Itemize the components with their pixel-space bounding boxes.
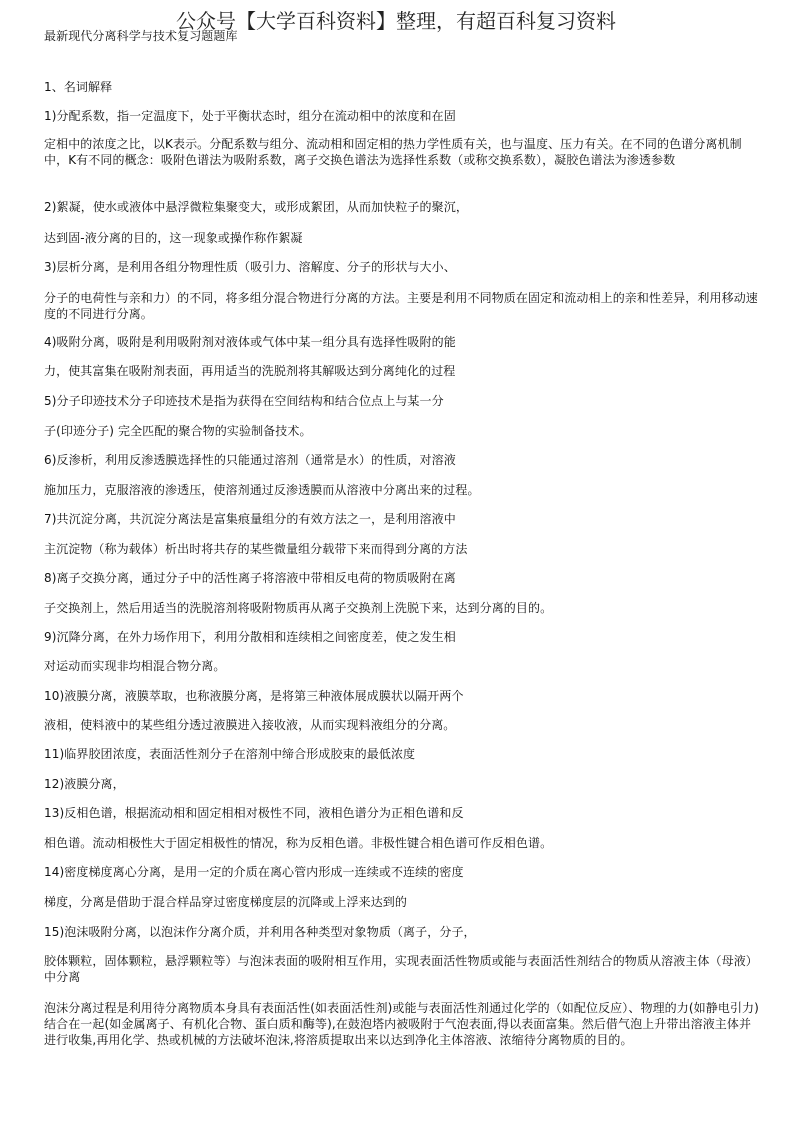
document-title: 最新现代分离科学与技术复习题题库 xyxy=(44,29,238,43)
paragraph: 2)絮凝，使水或液体中悬浮微粒集聚变大，或形成絮团，从而加快粒子的聚沉， xyxy=(44,200,468,214)
paragraph: 5)分子印迹技术分子印迹技术是指为获得在空间结构和结合位点上与某一分 xyxy=(44,394,444,408)
paragraph: 8)离子交换分离，通过分子中的活性离子将溶液中带相反电荷的物质吸附在离 xyxy=(44,571,456,585)
paragraph: 分子的电荷性与亲和力）的不同，将多组分混合物进行分离的方法。主要是利用不同物质在固定和流动相上的亲和性差异，利用移动速度的不同进行分离。 xyxy=(44,291,758,321)
paragraph: 7)共沉淀分离，共沉淀分离法是富集痕量组分的有效方法之一，是利用溶液中 xyxy=(44,512,456,526)
paragraph: 力，使其富集在吸附剂表面，再用适当的洗脱剂将其解吸达到分离纯化的过程 xyxy=(44,364,456,378)
paragraph: 梯度，分离是借助于混合样品穿过密度梯度层的沉降或上浮来达到的 xyxy=(44,895,408,909)
paragraph: 子(印迹分子) 完全匹配的聚合物的实验制备技术。 xyxy=(44,424,312,438)
paragraph: 达到固-液分离的目的，这一现象或操作称作絮凝 xyxy=(44,231,303,245)
paragraph: 13)反相色谱，根据流动相和固定相相对极性不同，液相色谱分为正相色谱和反 xyxy=(44,806,464,820)
section-heading: 1、名词解释 xyxy=(44,80,113,94)
paragraph: 液相，使料液中的某些组分透过液膜进入接收液，从而实现料液组分的分离。 xyxy=(44,718,456,732)
paragraph: 泡沫分离过程是利用待分离物质本身具有表面活性(如表面活性剂)或能与表面活性剂通过化学的（如配位反应）、物理的力(如静电引力)结合在一起(如金属离子、有机化合物、蛋白质和酶等),在鼓泡塔内被吸附于气泡表面,得以表面富集。然后借气泡上升带出溶液主体并进行收集,再用化学、热或机械的方法破坏泡沫,将溶质提取出来以达到净化主体溶液、浓缩待分离物质的目的。 xyxy=(44,1001,759,1047)
paragraph: 12)液膜分离， xyxy=(44,777,125,791)
watermark-header: 公众号【大学百科资料】整理，有超百科复习资料 xyxy=(176,9,616,33)
paragraph: 定相中的浓度之比，以K表示。分配系数与组分、流动相和固定相的热力学性质有关，也与温度、压力有关。在不同的色谱分离机制中，K有不同的概念：吸附色谱法为吸附系数，离子交换色谱法为选择性系数（或称交换系数），凝胶色谱法为渗透参数 xyxy=(44,137,742,167)
paragraph: 施加压力，克服溶液的渗透压，使溶剂通过反渗透膜而从溶液中分离出来的过程。 xyxy=(44,483,480,497)
paragraph: 胶体颗粒，固体颗粒，悬浮颗粒等）与泡沫表面的吸附相互作用，实现表面活性物质或能与表面活性剂结合的物质从溶液主体（母液）中分离 xyxy=(44,954,758,984)
paragraph: 10)液膜分离，液膜萃取，也称液膜分离，是将第三种液体展成膜状以隔开两个 xyxy=(44,689,464,703)
paragraph: 6)反渗析，利用反渗透膜选择性的只能通过溶剂（通常是水）的性质，对溶液 xyxy=(44,453,456,467)
paragraph: 4)吸附分离，吸附是利用吸附剂对液体或气体中某一组分具有选择性吸附的能 xyxy=(44,335,456,349)
paragraph: 1)分配系数，指一定温度下，处于平衡状态时，组分在流动相中的浓度和在固 xyxy=(44,109,456,123)
paragraph: 15)泡沫吸附分离，以泡沫作分离介质，并利用各种类型对象物质（离子，分子， xyxy=(44,925,476,939)
paragraph: 11)临界胶团浓度，表面活性剂分子在溶剂中缔合形成胶束的最低浓度 xyxy=(44,747,416,761)
paragraph: 子交换剂上，然后用适当的洗脱溶剂将吸附物质再从离子交换剂上洗脱下来，达到分离的目的。 xyxy=(44,601,553,615)
paragraph: 9)沉降分离，在外力场作用下，利用分散相和连续相之间密度差，使之发生相 xyxy=(44,630,456,644)
paragraph: 对运动而实现非均相混合物分离。 xyxy=(44,659,226,673)
paragraph: 14)密度梯度离心分离，是用一定的介质在离心管内形成一连续或不连续的密度 xyxy=(44,865,464,879)
paragraph: 相色谱。流动相极性大于固定相极性的情况，称为反相色谱。非极性键合相色谱可作反相色谱。 xyxy=(44,836,553,850)
paragraph: 3)层析分离，是利用各组分物理性质（吸引力、溶解度、分子的形状与大小、 xyxy=(44,260,456,274)
paragraph: 主沉淀物（称为载体）析出时将共存的某些微量组分载带下来而得到分离的方法 xyxy=(44,542,468,556)
